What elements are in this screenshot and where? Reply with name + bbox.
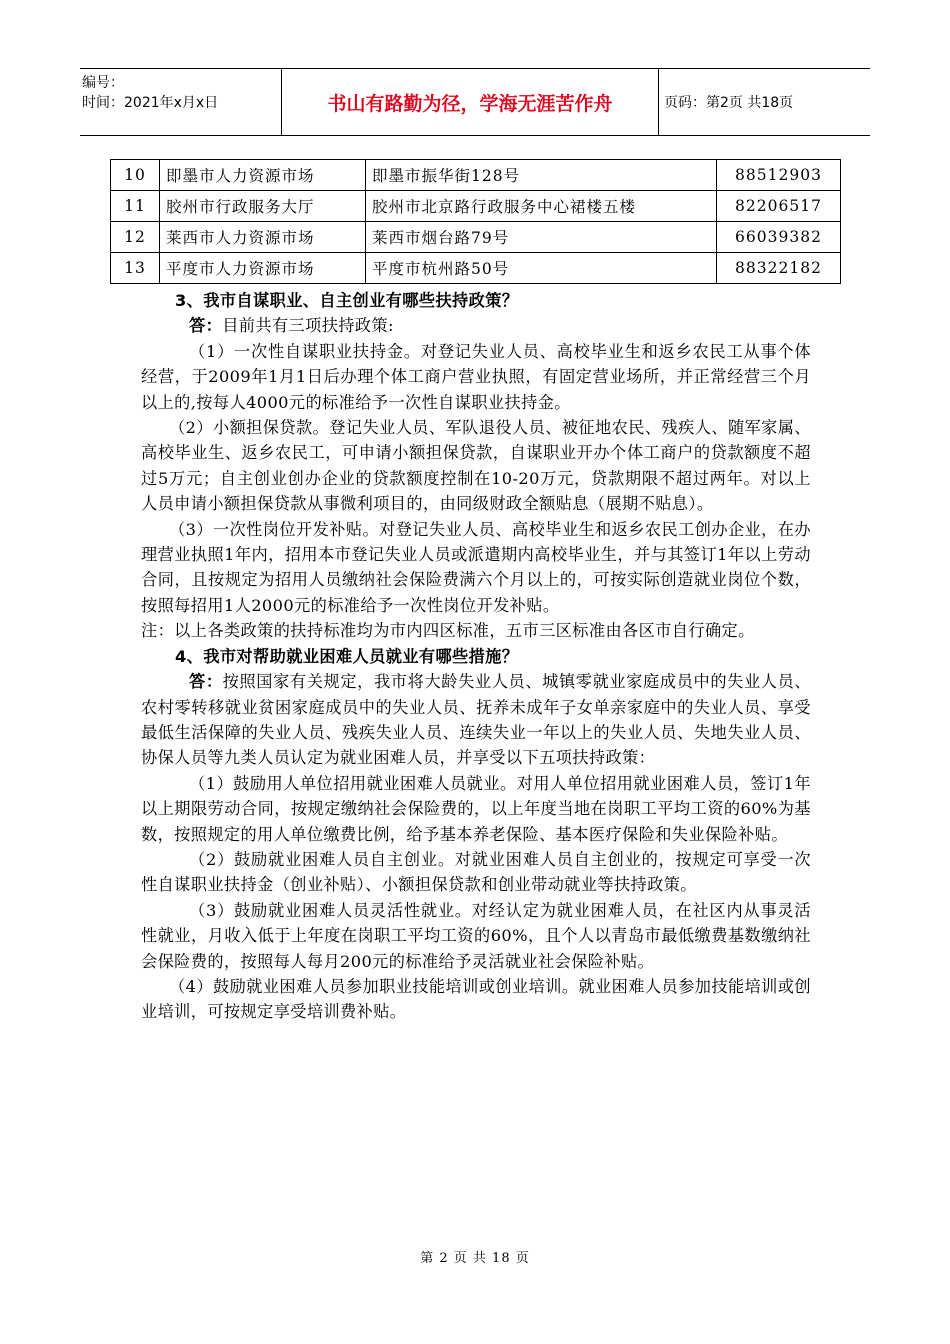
section-4-measure-4: （4）鼓励就业困难人员参加职业技能培训或创业培训。就业困难人员参加技能培训或创业培训，可按规定享受培训费补贴。 xyxy=(141,976,811,1022)
row-name: 平度市人力资源市场 xyxy=(160,253,366,284)
section-3-policy-3: （3）一次性岗位开发补贴。对登记失业人员、高校毕业生和返乡农民工创办企业，在办理营业执照1年内，招用本市登记失业人员或派遣期内高校毕业生，并与其签订1年以上劳动合同，且按规定为招用人员缴纳社会保险费满六个月以上的，可按实际创造就业岗位个数，按照每招用1人2000元的标准给予一次性岗位开发补贴。 xyxy=(141,519,811,615)
section-4-measure-1: （1）鼓励用人单位招用就业困难人员就业。对用人单位招用就业困难人员，签订1年以上期限劳动合同，按规定缴纳社会保险费的，以上年度当地在岗职工平均工资的60%为基数，按照规定的用人单位缴费比例，给予基本养老保险、基本医疗保险和失业保险补贴。 xyxy=(141,773,811,844)
page-header xyxy=(80,68,870,136)
header-motto: 书山有路勤为径，学海无涯苦作舟 xyxy=(281,69,659,135)
document-time-label: 时间：2021年x月x日 xyxy=(82,95,219,111)
document-number-label: 编号： xyxy=(82,75,124,91)
section-3-policy-2: （2）小额担保贷款。登记失业人员、军队退役人员、被征地农民、残疾人、随军家属、高校毕业生、返乡农民工，可申请小额担保贷款，自谋职业开办个体工商户的贷款额度不超过5万元；自主创业创办企业的贷款额度控制在10-20万元，贷款期限不超过两年。对以上人员申请小额担保贷款从事微利项目的，由同级财政全额贴息（展期不贴息）。 xyxy=(141,418,811,514)
section-3-policy-1: （1）一次性自谋职业扶持金。对登记失业人员、高校毕业生和返乡农民工从事个体经营，于2009年1月1日后办理个体工商户营业执照，有固定营业场所，并正常经营三个月以上的,按每人4000元的标准给予一次性自谋职业扶持金。 xyxy=(141,341,811,412)
row-address: 胶州市北京路行政服务中心裙楼五楼 xyxy=(366,191,717,222)
section-4-answer xyxy=(141,669,811,771)
row-phone: 66039382 xyxy=(717,222,841,253)
answer-label: 答： xyxy=(189,316,223,336)
table-row xyxy=(111,222,841,253)
row-number: 12 xyxy=(111,222,160,253)
section-3-note: 注：以上各类政策的扶持标准均为市内四区标准，五市三区标准由各区市自行确定。 xyxy=(141,621,755,641)
header-meta xyxy=(82,73,278,131)
row-number: 11 xyxy=(111,191,160,222)
row-name: 即墨市人力资源市场 xyxy=(160,160,366,191)
row-name: 胶州市行政服务大厅 xyxy=(160,191,366,222)
section-4-measure-3: （3）鼓励就业困难人员灵活性就业。对经认定为就业困难人员，在社区内从事灵活性就业，月收入低于上年度在岗职工平均工资的60%，且个人以青岛市最低缴费基数缴纳社会保险费的，按照每人每月200元的标准给予灵活就业社会保险补贴。 xyxy=(141,900,811,971)
answer-label: 答： xyxy=(189,672,223,692)
section-4-measure-2: （2）鼓励就业困难人员自主创业。对就业困难人员自主创业的，按规定可享受一次性自谋职业扶持金（创业补贴）、小额担保贷款和创业带动就业等扶持政策。 xyxy=(141,849,811,895)
table-row xyxy=(111,160,841,191)
service-center-table xyxy=(110,159,841,284)
answer-text: 目前共有三项扶持政策: xyxy=(222,316,394,336)
row-number: 10 xyxy=(111,160,160,191)
table-row xyxy=(111,191,841,222)
row-phone: 82206517 xyxy=(717,191,841,222)
section-4-title: 4、我市对帮助就业困难人员就业有哪些措施？ xyxy=(175,646,519,666)
header-page-info: 页码：第2页 共18页 xyxy=(664,95,794,111)
row-address: 莱西市烟台路79号 xyxy=(366,222,717,253)
row-address: 即墨市振华街128号 xyxy=(366,160,717,191)
section-3-title: 3、我市自谋职业、自主创业有哪些扶持政策？ xyxy=(175,291,519,310)
row-address: 平度市杭州路50号 xyxy=(366,253,717,284)
row-number: 13 xyxy=(111,253,160,284)
document-body xyxy=(141,288,811,1025)
page-footer: 第 2 页 共 18 页 xyxy=(420,1251,530,1266)
section-3-answer xyxy=(141,313,811,338)
row-phone: 88512903 xyxy=(717,160,841,191)
row-name: 莱西市人力资源市场 xyxy=(160,222,366,253)
answer-text: 按照国家有关规定，我市将大龄失业人员、城镇零就业家庭成员中的失业人员、农村零转移就业贫困家庭成员中的失业人员、抚养未成年子女单亲家庭中的失业人员、享受最低生活保障的失业人员、残疾失业人员、连续失业一年以上的失业人员、失地失业人员、协保人员等九类人员认定为就业困难人员，并享受以下五项扶持政策： xyxy=(141,672,811,768)
row-phone: 88322182 xyxy=(717,253,841,284)
table-row xyxy=(111,253,841,284)
